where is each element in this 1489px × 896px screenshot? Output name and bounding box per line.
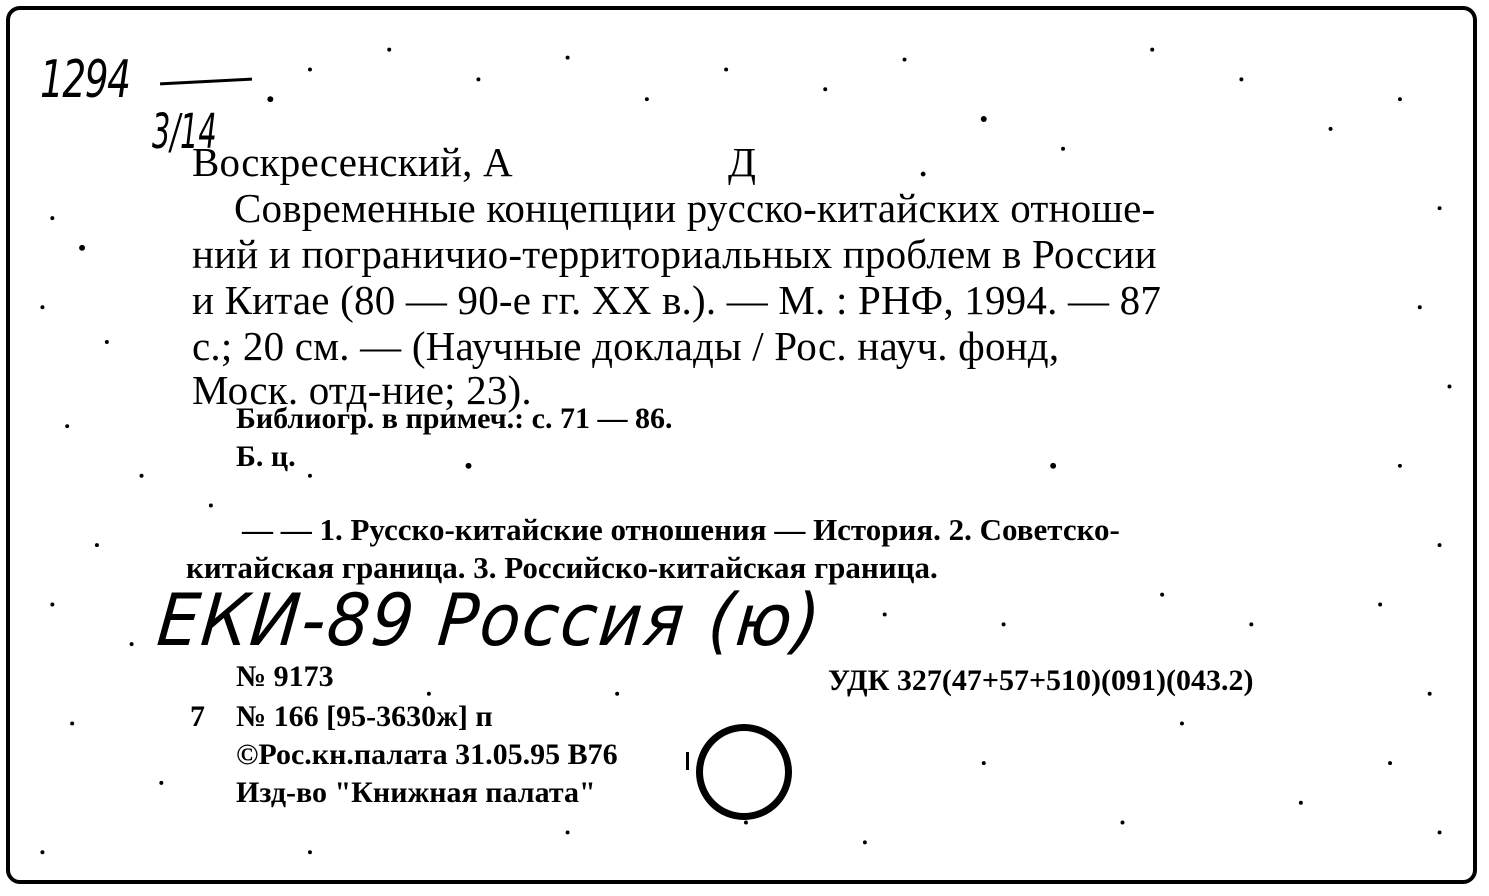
order-prefix: 7: [190, 700, 205, 733]
handwritten-classification: ЕКИ-89 Россия (ю): [153, 578, 826, 662]
author-dot: .: [918, 139, 929, 185]
author-heading: Воскресенский, А: [192, 139, 513, 185]
order-line: № 166 [95-3630ж] п: [236, 700, 493, 733]
handwritten-call-number: 1294: [40, 50, 130, 110]
title-line-2: ний и пограничио-территориальных проблем в России: [192, 231, 1157, 277]
punch-hole: [696, 724, 792, 820]
author-initial: Д: [728, 139, 757, 185]
title-line-4: с.; 20 см. — (Научные доклады / Рос. науч. фонд,: [192, 323, 1060, 369]
catalog-card: [6, 6, 1477, 884]
title-line-3: и Китае (80 — 90-е гг. XX в.). — М. : РНФ, 1994. — 87: [192, 277, 1162, 323]
subjects-line-2: китайская граница. 3. Российско-китайская граница.: [186, 550, 938, 585]
subjects-line-1: — — 1. Русско-китайские отношения — История. 2. Советско-: [242, 512, 1120, 547]
card-number: № 9173: [236, 660, 334, 693]
call-number-underline: [160, 78, 252, 86]
price-note: Б. ц.: [236, 440, 296, 473]
handwritten-call-sub: 3/14: [152, 104, 217, 160]
title-line-5: Моск. отд-ние; 23).: [192, 367, 532, 413]
udc-code: УДК 327(47+57+510)(091)(043.2): [828, 664, 1254, 697]
copyright-line: ©Рос.кн.палата 31.05.95 В76: [236, 738, 618, 771]
bibliography-note: Библиогр. в примеч.: с. 71 — 86.: [236, 402, 673, 435]
publisher-line: Изд-во "Книжная палата": [236, 776, 596, 809]
title-line-1: Современные концепции русско-китайских отноше-: [234, 185, 1156, 231]
